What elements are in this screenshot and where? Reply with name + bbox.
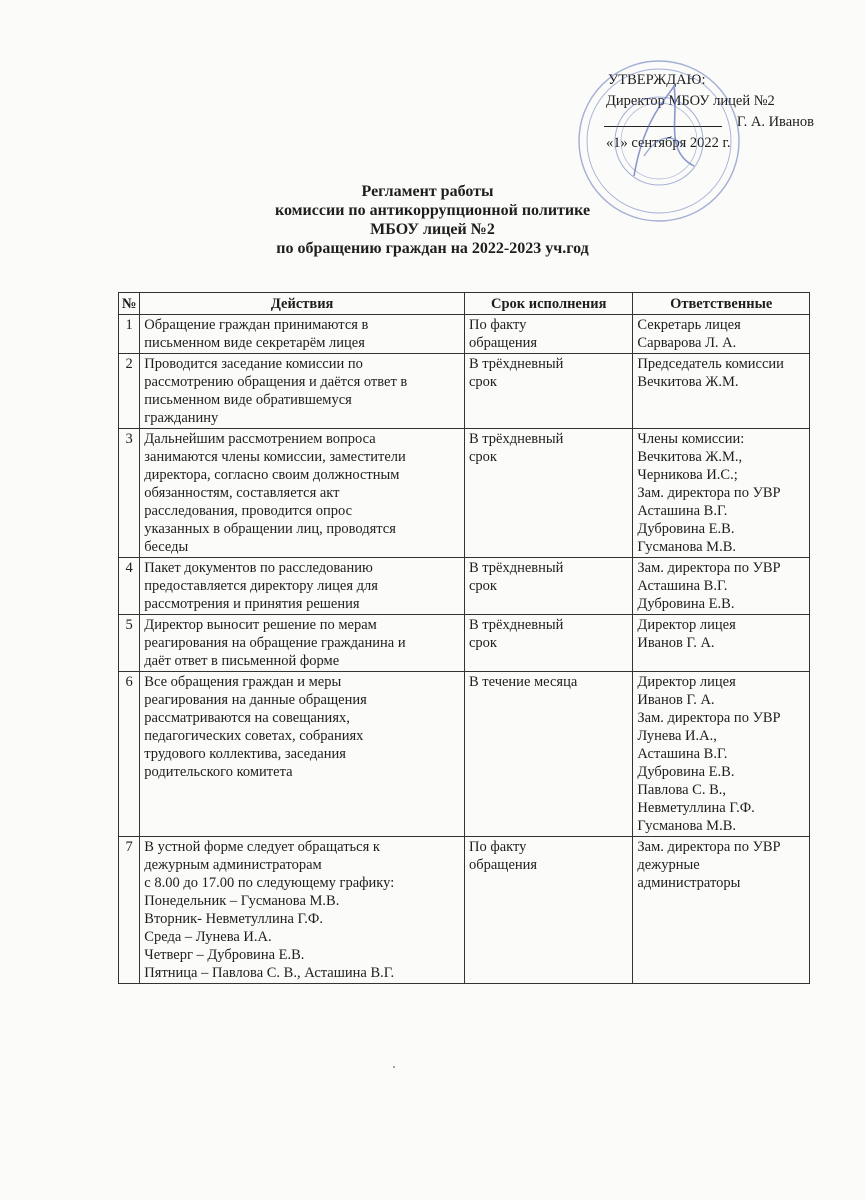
responsible-cell-line: Асташина В.Г.	[637, 578, 728, 594]
responsible-cell	[633, 354, 810, 429]
responsible-cell-line: Сарварова Л. А.	[637, 335, 737, 351]
responsible-cell-line: Вечкитова Ж.М.,	[637, 449, 743, 465]
responsible-cell-line: Дубровина Е.В.	[637, 521, 735, 537]
header-responsible: Ответственные	[633, 293, 810, 315]
term-cell-line: обращения	[468, 857, 538, 873]
action-cell-line: реагирования на данные обращения	[144, 692, 367, 708]
action-cell	[140, 672, 465, 837]
action-cell-line: Понедельник – Гусманова М.В.	[144, 893, 340, 909]
header-actions: Действия	[140, 293, 465, 315]
responsible-cell-line: Члены комиссии:	[637, 431, 745, 447]
action-cell-line: указанных в обращении лиц, проводятся	[144, 521, 396, 537]
responsible-cell-line: Председатель комиссии	[637, 356, 784, 372]
responsible-cell-line: Дубровина Е.В.	[637, 596, 735, 612]
signature-line	[604, 112, 722, 127]
action-cell-line: Пятница – Павлова С. В., Асташина В.Г.	[144, 965, 395, 981]
action-cell-line: реагирования на обращение гражданина и	[144, 635, 406, 651]
term-cell	[464, 354, 632, 429]
action-cell	[140, 315, 465, 354]
responsible-cell-line: Асташина В.Г.	[637, 503, 728, 519]
action-cell-line: Обращение граждан принимаются в	[144, 317, 369, 333]
action-cell-line: письменном виде секретарём лицея	[144, 335, 365, 351]
term-cell-line: В течение месяца	[468, 674, 578, 690]
regulation-table	[118, 292, 810, 984]
action-cell-line: Вторник- Невметуллина Г.Ф.	[144, 911, 324, 927]
term-cell-line: По факту	[468, 317, 527, 333]
action-cell-line: рассмотрению обращения и даётся ответ в	[144, 374, 408, 390]
action-cell-line: В устной форме следует обращаться к	[144, 839, 380, 855]
term-cell	[464, 615, 632, 672]
approval-date: «1» сентября 2022 г.	[606, 135, 731, 151]
table-row	[119, 672, 810, 837]
responsible-cell-line: дежурные	[637, 857, 700, 873]
action-cell-line: Дальнейшим рассмотрением вопроса	[144, 431, 376, 447]
term-cell	[464, 558, 632, 615]
table-row	[119, 558, 810, 615]
approval-signer: Г. А. Иванов	[736, 114, 814, 130]
action-cell	[140, 558, 465, 615]
action-cell-line: дежурным администраторам	[144, 857, 322, 873]
header-term: Срок исполнения	[464, 293, 632, 315]
action-cell-line: беседы	[144, 539, 189, 555]
table-row	[119, 354, 810, 429]
responsible-cell	[633, 558, 810, 615]
action-cell-line: рассматриваются на совещаниях,	[144, 710, 350, 726]
responsible-cell-line: Павлова С. В.,	[637, 782, 727, 798]
responsible-cell-line: Асташина В.Г.	[637, 746, 728, 762]
term-cell-line: срок	[468, 449, 497, 465]
table-header-row	[119, 293, 810, 315]
term-cell-line: В трёхдневный	[468, 431, 564, 447]
table-row	[119, 429, 810, 558]
title-line-1: Регламент работы	[361, 183, 494, 200]
approval-heading: УТВЕРЖДАЮ:	[608, 72, 706, 88]
responsible-cell-line: Секретарь лицея	[637, 317, 741, 333]
action-cell-line: расследования, проводится опрос	[144, 503, 353, 519]
title-line-4: по обращению граждан на 2022-2023 уч.год	[276, 240, 589, 257]
row-number: 3	[119, 429, 140, 558]
action-cell-line: директора, согласно своим должностным	[144, 467, 400, 483]
responsible-cell-line: Гусманова М.В.	[637, 818, 736, 834]
term-cell-line: В трёхдневный	[468, 617, 564, 633]
term-cell-line: срок	[468, 374, 497, 390]
table-row	[119, 315, 810, 354]
responsible-cell-line: Иванов Г. А.	[637, 692, 715, 708]
term-cell-line: В трёхдневный	[468, 356, 564, 372]
header-number: №	[119, 293, 140, 315]
term-cell	[464, 315, 632, 354]
document-title	[0, 182, 865, 258]
action-cell-line: обязанностям, составляется акт	[144, 485, 340, 501]
responsible-cell-line: Зам. директора по УВР	[637, 710, 781, 726]
title-line-2: комиссии по антикоррупционной политике	[274, 202, 591, 219]
responsible-cell-line: Директор лицея	[637, 674, 736, 690]
action-cell-line: трудового коллектива, заседания	[144, 746, 346, 762]
responsible-cell-line: Гусманова М.В.	[637, 539, 736, 555]
action-cell-line: гражданину	[144, 410, 219, 426]
responsible-cell-line: Вечкитова Ж.М.	[637, 374, 739, 390]
responsible-cell-line: Зам. директора по УВР	[637, 839, 781, 855]
action-cell-line: Все обращения граждан и меры	[144, 674, 342, 690]
responsible-cell-line: Лунева И.А.,	[637, 728, 717, 744]
table-row	[119, 837, 810, 984]
term-cell-line: По факту	[468, 839, 527, 855]
action-cell-line: предоставляется директору лицея для	[144, 578, 378, 594]
responsible-cell-line: Невметуллина Г.Ф.	[637, 800, 755, 816]
row-number: 4	[119, 558, 140, 615]
term-cell-line: срок	[468, 635, 497, 651]
term-cell-line: обращения	[468, 335, 538, 351]
responsible-cell	[633, 672, 810, 837]
action-cell-line: педагогических советах, собраниях	[144, 728, 364, 744]
action-cell-line: даёт ответ в письменной форме	[144, 653, 340, 669]
action-cell	[140, 615, 465, 672]
approval-block	[604, 70, 844, 154]
table-row	[119, 615, 810, 672]
row-number: 2	[119, 354, 140, 429]
action-cell	[140, 354, 465, 429]
action-cell-line: Директор выносит решение по мерам	[144, 617, 377, 633]
approval-position: Директор МБОУ лицей №2	[606, 93, 775, 109]
action-cell-line: Проводится заседание комиссии по	[144, 356, 363, 372]
responsible-cell	[633, 837, 810, 984]
row-number: 5	[119, 615, 140, 672]
responsible-cell-line: Зам. директора по УВР	[637, 560, 781, 576]
responsible-cell-line: Директор лицея	[637, 617, 736, 633]
responsible-cell-line: Дубровина Е.В.	[637, 764, 735, 780]
action-cell	[140, 837, 465, 984]
term-cell-line: В трёхдневный	[468, 560, 564, 576]
responsible-cell	[633, 315, 810, 354]
term-cell-line: срок	[468, 578, 497, 594]
responsible-cell-line: Черникова И.С.;	[637, 467, 738, 483]
row-number: 6	[119, 672, 140, 837]
action-cell-line: Пакет документов по расследованию	[144, 560, 373, 576]
action-cell-line: родительского комитета	[144, 764, 293, 780]
term-cell	[464, 429, 632, 558]
action-cell-line: занимаются члены комиссии, заместители	[144, 449, 406, 465]
responsible-cell	[633, 615, 810, 672]
action-cell-line: письменном виде обратившемуся	[144, 392, 352, 408]
approval-signature-row	[604, 112, 844, 133]
action-cell-line: рассмотрения и принятия решения	[144, 596, 360, 612]
responsible-cell-line: Зам. директора по УВР	[637, 485, 781, 501]
row-number: 1	[119, 315, 140, 354]
title-line-3: МБОУ лицей №2	[370, 221, 495, 238]
term-cell	[464, 672, 632, 837]
action-cell-line: с 8.00 до 17.00 по следующему графику:	[144, 875, 395, 891]
row-number: 7	[119, 837, 140, 984]
responsible-cell-line: администраторы	[637, 875, 741, 891]
action-cell-line: Четверг – Дубровина Е.В.	[144, 947, 305, 963]
responsible-cell-line: Иванов Г. А.	[637, 635, 715, 651]
action-cell	[140, 429, 465, 558]
scan-speck	[393, 1066, 395, 1068]
responsible-cell	[633, 429, 810, 558]
term-cell	[464, 837, 632, 984]
action-cell-line: Среда – Лунева И.А.	[144, 929, 272, 945]
